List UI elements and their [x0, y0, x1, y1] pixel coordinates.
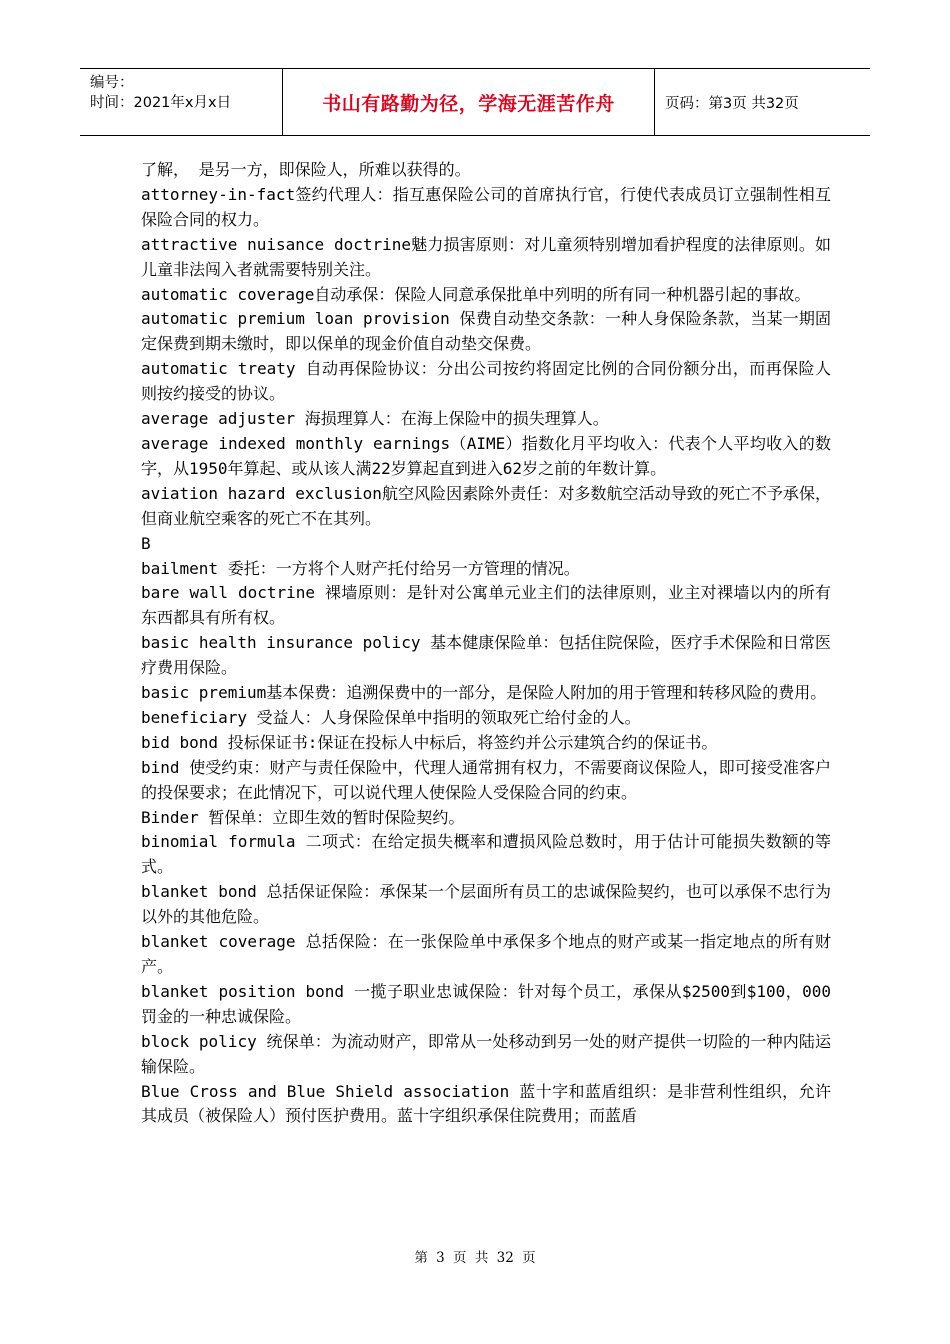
glossary-entry: beneficiary 受益人：人身保险保单中指明的领取死亡给付金的人。: [141, 707, 641, 727]
header-meta: [80, 69, 283, 135]
glossary-entry: Blue Cross and Blue Shield association 蓝十字和蓝盾组织：是非营利性组织，允许其成员（被保险人）预付医护费用。蓝十字组织承保住院费用；而蓝盾: [141, 1081, 831, 1126]
glossary-entry: bailment 委托：一方将个人财产托付给另一方管理的情况。: [141, 558, 580, 578]
glossary-entry: Binder 暂保单：立即生效的暂时保险契约。: [141, 807, 465, 827]
header-slogan: 书山有路勤为径，学海无涯苦作舟: [283, 69, 655, 135]
glossary-entry: bare wall doctrine 裸墙原则：是针对公寓单元业主们的法律原则，业主对裸墙以内的所有东西都具有所有权。: [141, 583, 831, 628]
glossary-entry: attorney-in-fact签约代理人：指互惠保险公司的首席执行官，行使代表成员订立强制性相互保险合同的权力。: [141, 184, 831, 229]
glossary-entry: bid bond 投标保证书:保证在投标人中标后，将签约并公示建筑合约的保证书。: [141, 732, 718, 752]
section-letter: B: [141, 533, 151, 553]
document-date: 时间：2021年x月x日: [90, 95, 232, 111]
glossary-entry: automatic treaty 自动再保险协议：分出公司按约将固定比例的合同份额分出，而再保险人则按约接受的协议。: [141, 359, 831, 404]
glossary-entry: blanket bond 总括保证保险：承保某一个层面所有员工的忠诚保险契约，也可以承保不忠行为以外的其他危险。: [141, 882, 831, 927]
glossary-entry: blanket position bond 一揽子职业忠诚保险：针对每个员工，承保从$2500到$100，000罚金的一种忠诚保险。: [141, 981, 831, 1026]
glossary-entry: average adjuster 海损理算人：在海上保险中的损失理算人。: [141, 409, 609, 429]
document-number-label: 编号：: [90, 75, 134, 91]
glossary-body: [141, 158, 831, 1129]
glossary-entry: binomial formula 二项式：在给定损失概率和遭损风险总数时，用于估计可能损失数额的等式。: [141, 832, 831, 877]
glossary-entry: automatic coverage自动承保：保险人同意承保批单中列明的所有同一种机器引起的事故。: [141, 284, 811, 304]
paragraph: 了解， 是另一方，即保险人，所难以获得的。: [141, 160, 471, 179]
glossary-entry: average indexed monthly earnings（AIME）指数化月平均收入：代表个人平均收入的数字，从1950年算起、或从该人满22岁算起直到进入62岁之前的年数计算。: [141, 433, 831, 478]
page-header: [80, 68, 870, 136]
glossary-entry: bind 使受约束：财产与责任保险中，代理人通常拥有权力，不需要商议保险人，即可接受准客户的投保要求；在此情况下，可以说代理人使保险人受保险合同的约束。: [141, 757, 831, 802]
glossary-entry: basic premium基本保费：追溯保费中的一部分，是保险人附加的用于管理和转移风险的费用。: [141, 683, 827, 703]
glossary-entry: attractive nuisance doctrine魅力损害原则：对儿童须特别增加看护程度的法律原则。如儿童非法闯入者就需要特别关注。: [141, 234, 831, 279]
glossary-entry: blanket coverage 总括保险：在一张保险单中承保多个地点的财产或某一指定地点的所有财产。: [141, 932, 831, 976]
glossary-entry: automatic premium loan provision 保费自动垫交条款：一种人身保险条款，当某一期固定保费到期未缴时，即以保单的现金价值自动垫交保费。: [141, 309, 831, 354]
glossary-entry: aviation hazard exclusion航空风险因素除外责任：对多数航空活动导致的死亡不予承保，但商业航空乘客的死亡不在其列。: [141, 483, 831, 528]
page-footer: 第 3 页 共 32 页: [414, 1250, 536, 1266]
header-page-info: 页码：第3页 共32页: [665, 95, 799, 112]
glossary-entry: basic health insurance policy 基本健康保险单：包括住院保险，医疗手术保险和日常医疗费用保险。: [141, 633, 831, 678]
glossary-entry: block policy 统保单：为流动财产，即常从一处移动到另一处的财产提供一切险的一种内陆运输保险。: [141, 1031, 831, 1076]
